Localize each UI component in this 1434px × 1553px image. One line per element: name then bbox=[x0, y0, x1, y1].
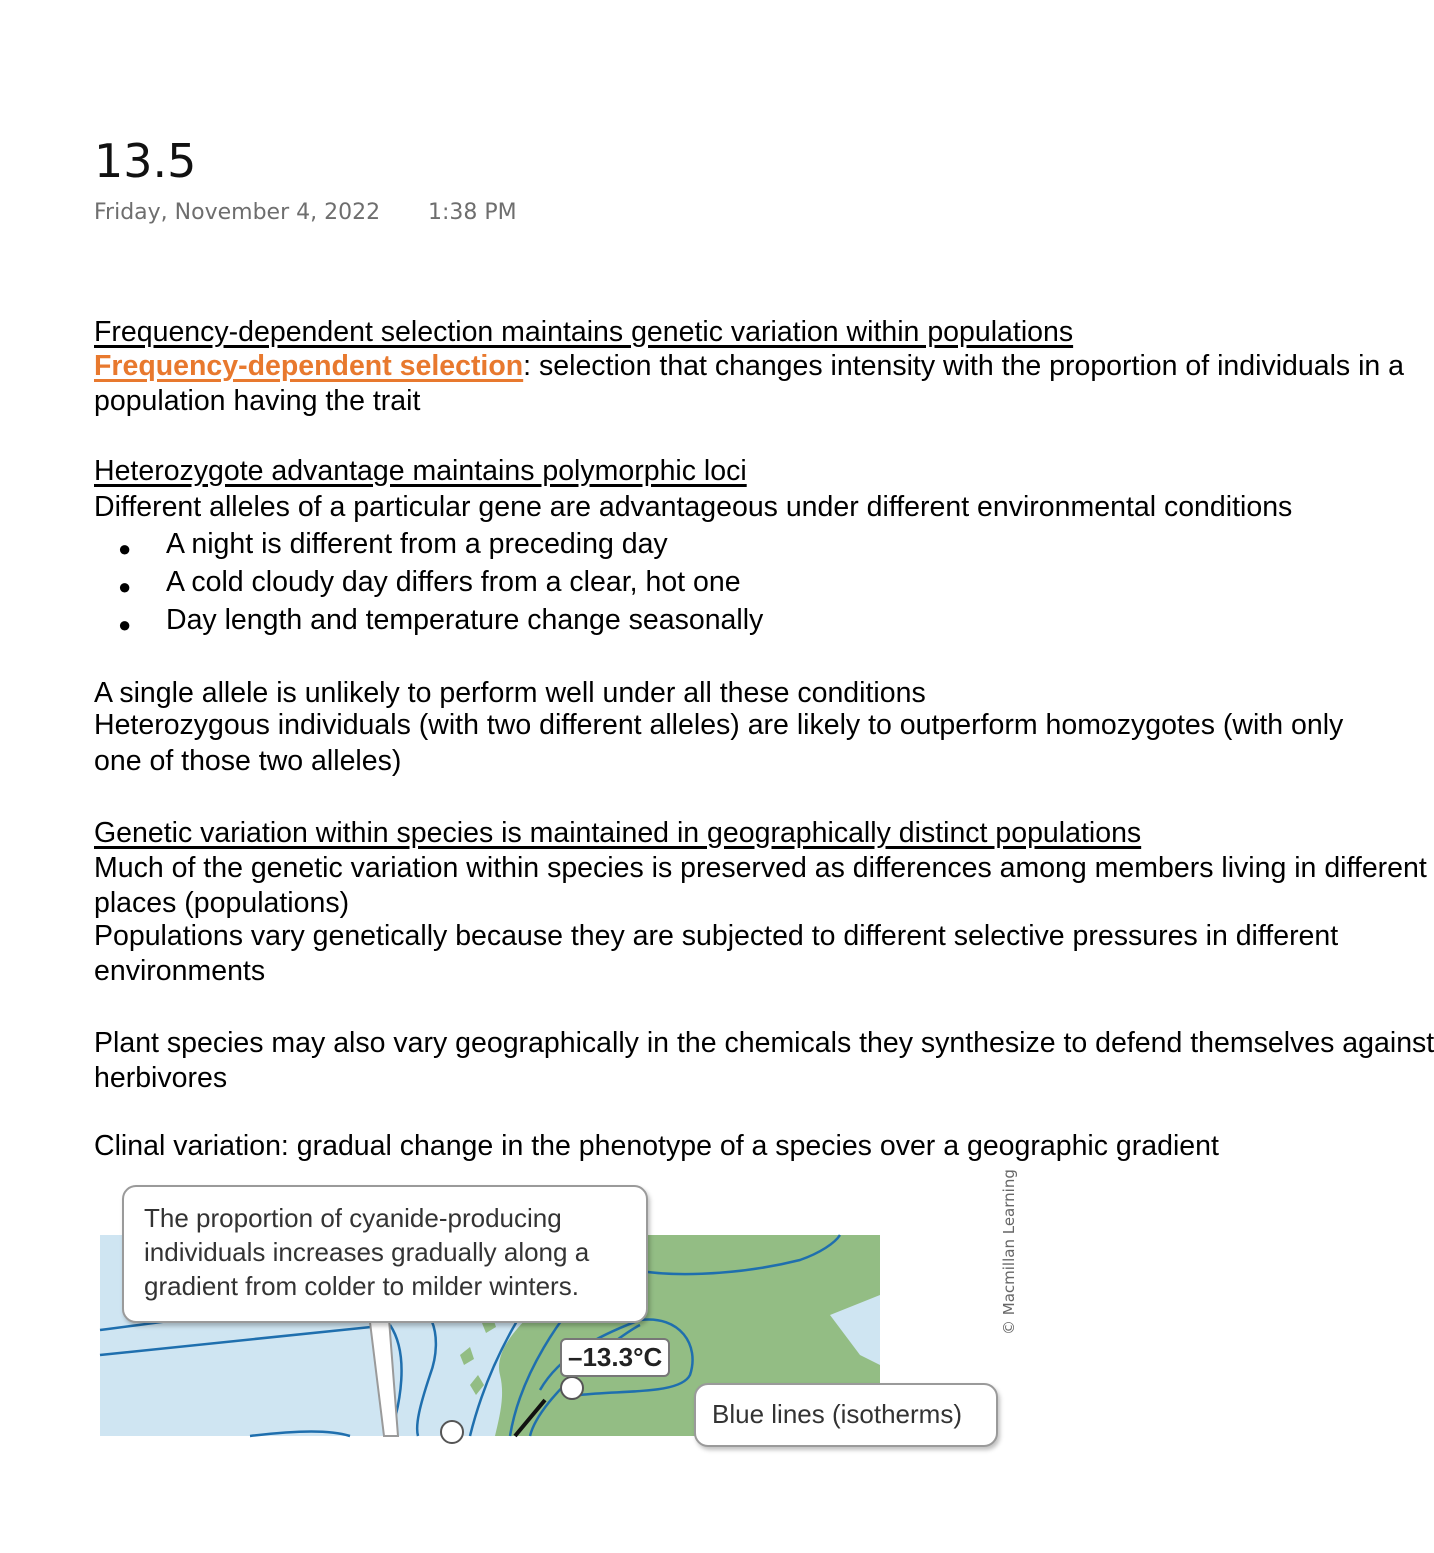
note-date: Friday, November 4, 2022 bbox=[94, 200, 381, 225]
legend-callout bbox=[694, 1383, 998, 1447]
paragraph-clinal: Clinal variation: gradual change in the phenotype of a species over a geographic gradient bbox=[94, 1130, 1219, 1162]
paragraph: one of those two alleles) bbox=[94, 745, 402, 777]
paragraph: Populations vary genetically because they are subjected to different selective pressures in different bbox=[94, 920, 1339, 952]
callout-annotation: The proportion of cyanide-producing individuals increases gradually along a gradient from colder to milder winters. bbox=[122, 1185, 648, 1323]
definition-text: : selection that changes intensity with the proportion of individuals in a bbox=[523, 350, 1405, 382]
paragraph: places (populations) bbox=[94, 887, 350, 919]
bullet-dot: ● bbox=[118, 536, 132, 561]
paragraph: herbivores bbox=[94, 1062, 228, 1094]
section-heading-geographic: Genetic variation within species is maintained in geographically distinct populations bbox=[94, 817, 1142, 849]
section-heading-heterozygote: Heterozygote advantage maintains polymorphic loci bbox=[94, 455, 747, 487]
section-heading-frequency: Frequency-dependent selection maintains genetic variation within populations bbox=[94, 316, 1074, 348]
bullet-item: A night is different from a preceding day bbox=[166, 528, 668, 560]
bullet-item: Day length and temperature change seasonally bbox=[166, 604, 764, 636]
definition-continuation: population having the trait bbox=[94, 385, 421, 417]
paragraph: Much of the genetic variation within species is preserved as differences among members living in different bbox=[94, 852, 1427, 884]
bullet-item: A cold cloudy day differs from a clear, hot one bbox=[166, 566, 741, 598]
page-title: 13.5 bbox=[94, 134, 197, 188]
legend-text: Blue lines (isotherms) bbox=[712, 1399, 962, 1429]
paragraph: environments bbox=[94, 955, 266, 987]
key-term: Frequency-dependent selection bbox=[94, 350, 524, 382]
note-time: 1:38 PM bbox=[428, 200, 517, 225]
paragraph: Different alleles of a particular gene are advantageous under different environmental conditions bbox=[94, 491, 1293, 523]
temperature-label: –13.3°C bbox=[560, 1338, 670, 1377]
paragraph: Plant species may also vary geographically in the chemicals they synthesize to defend themselves against bbox=[94, 1027, 1434, 1059]
image-credit: © Macmillan Learning bbox=[1000, 1169, 1018, 1335]
paragraph: Heterozygous individuals (with two different alleles) are likely to outperform homozygotes (with only bbox=[94, 709, 1344, 741]
definition-line bbox=[94, 349, 1404, 383]
bullet-dot: ● bbox=[118, 574, 132, 599]
bullet-dot: ● bbox=[118, 612, 132, 637]
paragraph: A single allele is unlikely to perform well under all these conditions bbox=[94, 677, 926, 709]
